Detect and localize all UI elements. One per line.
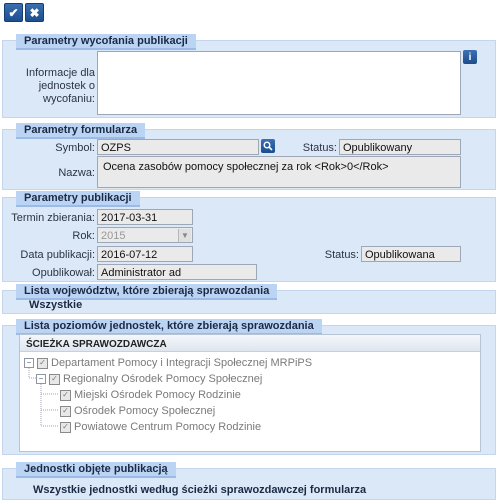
collapse-icon[interactable]: − — [24, 358, 34, 368]
date-field: 2016-07-12 — [97, 246, 193, 262]
tree-connector-lines — [20, 335, 80, 445]
form-status-label: Status: — [302, 142, 337, 154]
tree-node-label: Ośrodek Pomocy Społecznej — [74, 405, 216, 417]
tree-node-label: Departament Pomocy i Integracji Społecznej MRPiPS — [51, 357, 313, 369]
toolbar — [4, 3, 44, 23]
tree-node-label: Powiatowe Centrum Pomocy Rodzinie — [74, 421, 262, 433]
search-icon[interactable] — [261, 139, 275, 153]
cancel-button[interactable] — [25, 3, 44, 22]
publication-status-label: Status: — [324, 249, 359, 261]
withdraw-info-textarea[interactable] — [97, 51, 461, 115]
publication-section — [2, 192, 496, 282]
levels-section-title: Lista poziomów jednostek, które zbierają sprawozdania — [16, 319, 322, 335]
units-value: Wszystkie jednostki według ścieżki sprawozdawczej formularza — [33, 484, 367, 496]
levels-section — [2, 320, 496, 455]
withdraw-info-label: Informacje dla jednostek o wycofaniu: — [25, 67, 95, 105]
published-by-field: Administrator ad — [97, 264, 257, 280]
symbol-field[interactable]: OZPS — [97, 139, 259, 155]
voivodeships-section — [2, 285, 496, 314]
withdraw-section-title: Parametry wycofania publikacji — [16, 34, 196, 50]
chevron-down-icon[interactable]: ▼ — [178, 229, 191, 242]
term-label: Termin zbierania: — [11, 212, 95, 224]
checkbox-icon[interactable]: ✓ — [37, 358, 48, 369]
collapse-icon[interactable]: − — [36, 374, 46, 384]
form-section — [2, 124, 496, 190]
year-label: Rok: — [72, 230, 95, 242]
units-section-title: Jednostki objęte publikacją — [16, 462, 176, 478]
year-select-value: 2015 — [101, 230, 126, 242]
confirm-button[interactable] — [4, 3, 23, 22]
form-status-field: Opublikowany — [339, 139, 461, 155]
tree-node-label: Regionalny Ośrodek Pomocy Społecznej — [63, 373, 263, 385]
checkbox-icon[interactable]: ✓ — [60, 422, 71, 433]
checkbox-icon[interactable]: ✓ — [60, 406, 71, 417]
form-section-title: Parametry formularza — [16, 123, 145, 139]
reporting-path-tree — [19, 334, 481, 452]
checkbox-icon[interactable]: ✓ — [60, 390, 71, 401]
publication-section-title: Parametry publikacji — [16, 191, 140, 207]
name-label: Nazwa: — [58, 167, 95, 179]
year-select[interactable] — [97, 227, 193, 243]
term-field[interactable]: 2017-03-31 — [97, 209, 193, 225]
voivodeships-section-title: Lista województw, które zbierają sprawozdania — [16, 284, 277, 300]
tree-header: ŚCIEŻKA SPRAWOZDAWCZA — [20, 335, 480, 352]
published-by-label: Opublikował: — [32, 267, 95, 279]
checkbox-icon[interactable]: ✓ — [49, 374, 60, 385]
withdraw-section — [2, 35, 496, 118]
tree-node[interactable] — [60, 389, 241, 401]
tree-node[interactable] — [60, 405, 215, 417]
symbol-label: Symbol: — [55, 142, 95, 154]
info-icon[interactable]: i — [463, 50, 477, 64]
units-section — [2, 463, 496, 500]
tree-node[interactable] — [60, 421, 261, 433]
tree-node-label: Miejski Ośrodek Pomocy Rodzinie — [74, 389, 241, 401]
checkmark-icon: ✔ — [8, 5, 19, 20]
close-icon: ✖ — [29, 5, 40, 20]
publication-status-field: Opublikowana — [361, 246, 461, 262]
voivodeships-value: Wszystkie — [29, 299, 83, 311]
name-field: Ocena zasobów pomocy społecznej za rok <Rok>0</Rok> — [97, 156, 461, 188]
date-label: Data publikacji: — [20, 249, 95, 261]
